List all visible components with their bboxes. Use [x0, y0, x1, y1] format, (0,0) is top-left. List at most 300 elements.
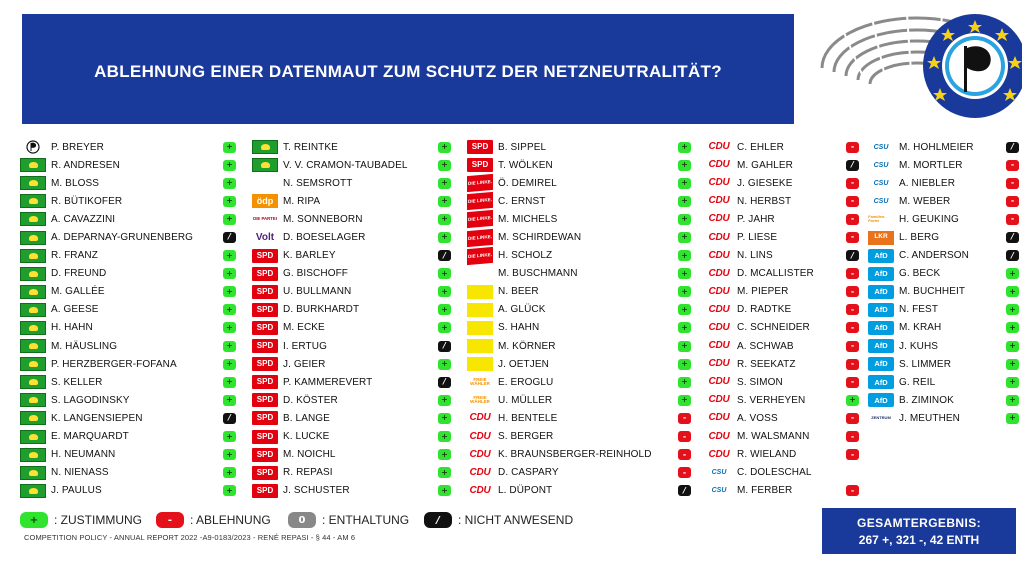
mep-row	[467, 174, 687, 192]
mep-name: J. PAULUS	[51, 485, 102, 497]
vote-table	[20, 138, 1024, 500]
mep-name: U. MÜLLER	[498, 394, 553, 406]
yes-vote-icon: +	[223, 214, 236, 225]
mep-name: D. KÖSTER	[283, 394, 338, 406]
party-logo-green-icon	[20, 339, 46, 353]
no-vote-icon: -	[846, 449, 859, 460]
mep-row	[868, 283, 1024, 301]
no-vote-icon: -	[846, 341, 859, 352]
yes-vote-icon: +	[438, 142, 451, 153]
mep-name: D. BOESELAGER	[283, 232, 366, 244]
mep-name: U. BULLMANN	[283, 286, 352, 298]
mep-row	[868, 156, 1024, 174]
party-logo-afd-icon: AfD	[868, 375, 894, 389]
mep-row	[20, 228, 240, 246]
absent-vote-icon: /	[438, 250, 451, 261]
mep-name: M. RIPA	[283, 195, 321, 207]
vote-column-1	[20, 138, 240, 500]
legend-item-yes	[20, 510, 142, 530]
party-logo-green-icon	[20, 357, 46, 371]
mep-name: N. HERBST	[737, 195, 792, 207]
party-logo-zentrum-icon: ZENTRUM	[868, 411, 894, 425]
mep-row	[252, 482, 472, 500]
yes-vote-icon: +	[1006, 413, 1019, 424]
mep-name: C. EHLER	[737, 141, 784, 153]
mep-row	[467, 192, 687, 210]
yes-vote-icon: +	[223, 196, 236, 207]
mep-name: M. PIEPER	[737, 286, 789, 298]
legend-item-abstain	[288, 510, 409, 530]
party-logo-spd-icon: SPD	[252, 448, 278, 462]
mep-row	[252, 391, 472, 409]
yes-vote-icon: +	[438, 395, 451, 406]
party-logo-linke-icon: DIE LINKE.	[467, 228, 493, 246]
no-vote-icon: -	[846, 413, 859, 424]
mep-name: M. BUCHHEIT	[899, 286, 966, 298]
party-logo-afd-icon: AfD	[868, 303, 894, 317]
party-logo-spd-icon: SPD	[252, 375, 278, 389]
mep-name: J. KUHS	[899, 340, 939, 352]
no-vote-icon: -	[846, 214, 859, 225]
party-logo-oedp-icon: ödp	[252, 194, 278, 208]
yes-vote-icon: +	[678, 395, 691, 406]
total-result-value: 267 +, 321 -, 42 ENTH	[858, 532, 980, 547]
mep-row	[467, 464, 687, 482]
party-logo-lkr-icon: LKR	[868, 231, 894, 245]
mep-row	[868, 138, 1024, 156]
mep-name: H. SCHOLZ	[498, 250, 553, 262]
mep-row	[252, 446, 472, 464]
party-logo-afd-icon: AfD	[868, 267, 894, 281]
mep-name: M. GAHLER	[737, 159, 793, 171]
party-logo-green-icon	[20, 231, 46, 245]
mep-name: D. FREUND	[51, 268, 107, 280]
mep-name: M. SCHIRDEWAN	[498, 232, 582, 244]
party-logo-linke-icon: DIE LINKE.	[467, 174, 493, 192]
mep-name: N. SEMSROTT	[283, 177, 353, 189]
no-vote-icon: -	[846, 485, 859, 496]
party-logo-cdu-icon: CDU	[708, 267, 730, 279]
yes-vote-icon: +	[678, 304, 691, 315]
mep-row	[467, 210, 687, 228]
party-logo-fw-icon: FREIE WÄHLER	[467, 375, 493, 389]
no-vote-icon: -	[678, 449, 691, 460]
party-logo-spd-icon: SPD	[252, 321, 278, 335]
mep-name: A. GLÜCK	[498, 304, 546, 316]
no-vote-icon: -	[156, 512, 184, 528]
yes-vote-icon: +	[678, 286, 691, 297]
legend-label-yes: : ZUSTIMMUNG	[54, 513, 142, 527]
party-logo-afd-icon: AfD	[868, 285, 894, 299]
party-logo-cdu-icon: CDU	[469, 430, 491, 442]
no-vote-icon: -	[678, 431, 691, 442]
mep-name: A. CAVAZZINI	[51, 213, 116, 225]
yes-vote-icon: +	[438, 431, 451, 442]
mep-row	[252, 210, 472, 228]
party-logo-afd-icon: AfD	[868, 393, 894, 407]
no-vote-icon: -	[846, 142, 859, 153]
mep-name: R. WIELAND	[737, 449, 797, 461]
yes-vote-icon: +	[438, 449, 451, 460]
no-vote-icon: -	[846, 377, 859, 388]
mep-name: M. GALLÉE	[51, 286, 105, 298]
yes-vote-icon: +	[223, 431, 236, 442]
absent-vote-icon: /	[223, 413, 236, 424]
absent-vote-icon: /	[846, 160, 859, 171]
legend-item-absent	[424, 510, 573, 530]
party-logo-spd-icon: SPD	[467, 158, 493, 172]
yes-vote-icon: +	[438, 467, 451, 478]
mep-name: J. OETJEN	[498, 358, 549, 370]
mep-name: S. SIMON	[737, 376, 783, 388]
party-logo-afd-icon: AfD	[868, 321, 894, 335]
mep-name: V. V. CRAMON-TAUBADEL	[283, 159, 408, 171]
no-vote-icon: -	[846, 268, 859, 279]
party-logo-csu-icon: CSU	[873, 161, 889, 169]
party-logo-cdu-icon: CDU	[708, 213, 730, 225]
legend-label-absent: : NICHT ANWESEND	[458, 513, 574, 527]
mep-row	[20, 428, 240, 446]
mep-name: M. SONNEBORN	[283, 213, 363, 225]
mep-name: S. LAGODINSKY	[51, 394, 130, 406]
party-logo-csu-icon: CSU	[711, 469, 727, 477]
mep-name: M. NOICHL	[283, 449, 336, 461]
legend-label-no: : ABLEHNUNG	[190, 513, 271, 527]
mep-name: M. KÖRNER	[498, 340, 556, 352]
yes-vote-icon: +	[678, 214, 691, 225]
mep-name: L. DÜPONT	[498, 485, 553, 497]
yes-vote-icon: +	[438, 322, 451, 333]
absent-vote-icon: /	[678, 485, 691, 496]
no-vote-icon: -	[846, 196, 859, 207]
mep-name: K. LANGENSIEPEN	[51, 412, 143, 424]
legend	[20, 510, 620, 530]
yes-vote-icon: +	[438, 268, 451, 279]
party-logo-green-icon	[20, 249, 46, 263]
party-logo-green-icon	[20, 267, 46, 281]
legend-label-abstain: : ENTHALTUNG	[322, 513, 410, 527]
party-logo-afd-icon: AfD	[868, 339, 894, 353]
mep-name: P. LIESE	[737, 232, 778, 244]
mep-row	[252, 409, 472, 427]
yes-vote-icon: +	[438, 178, 451, 189]
party-logo-volt-icon: Volt	[252, 231, 278, 245]
mep-name: M. MORTLER	[899, 159, 963, 171]
mep-row	[20, 192, 240, 210]
yes-vote-icon: +	[1006, 359, 1019, 370]
yes-vote-icon: +	[438, 304, 451, 315]
mep-name: T. REINTKE	[283, 141, 338, 153]
yes-vote-icon: +	[223, 268, 236, 279]
mep-row	[467, 373, 687, 391]
mep-name: D. CASPARY	[498, 467, 559, 479]
mep-row	[20, 247, 240, 265]
mep-name: C. ERNST	[498, 195, 546, 207]
yes-vote-icon: +	[438, 413, 451, 424]
mep-row	[467, 228, 687, 246]
mep-name: N. NIENASS	[51, 467, 109, 479]
mep-name: R. SEEKATZ	[737, 358, 796, 370]
yes-vote-icon: +	[223, 304, 236, 315]
mep-name: D. BURKHARDT	[283, 304, 360, 316]
mep-name: D. RADTKE	[737, 304, 792, 316]
mep-row	[20, 319, 240, 337]
mep-row	[706, 482, 926, 500]
mep-row	[868, 319, 1024, 337]
yes-vote-icon: +	[223, 467, 236, 478]
mep-name: P. HERZBERGER-FOFANA	[51, 358, 177, 370]
party-logo-green-icon	[252, 140, 278, 154]
party-logo-partei-icon: DIE PARTEI	[252, 212, 278, 226]
yes-vote-icon: +	[1006, 304, 1019, 315]
mep-row	[467, 138, 687, 156]
party-logo-green-icon	[20, 430, 46, 444]
no-vote-icon: -	[1006, 214, 1019, 225]
party-logo-cdu-icon: CDU	[708, 177, 730, 189]
mep-row	[868, 301, 1024, 319]
yes-vote-icon: +	[438, 232, 451, 243]
yes-vote-icon: +	[20, 512, 48, 528]
mep-row	[20, 265, 240, 283]
mep-row	[467, 446, 687, 464]
mep-name: S. KELLER	[51, 376, 103, 388]
mep-row	[20, 283, 240, 301]
vote-column-5	[868, 138, 1024, 428]
party-logo-spd-icon: SPD	[252, 285, 278, 299]
party-logo-green-icon	[20, 303, 46, 317]
mep-name: H. BENTELE	[498, 412, 558, 424]
mep-row	[252, 337, 472, 355]
party-logo-none-icon	[252, 176, 278, 190]
mep-row	[868, 355, 1024, 373]
yes-vote-icon: +	[1006, 341, 1019, 352]
party-logo-afd-icon: AfD	[868, 357, 894, 371]
mep-row	[467, 391, 687, 409]
yes-vote-icon: +	[223, 359, 236, 370]
mep-name: S. BERGER	[498, 431, 554, 443]
parliament-logo	[812, 8, 1022, 128]
mep-row	[467, 283, 687, 301]
mep-name: N. FEST	[899, 304, 939, 316]
mep-name: H. NEUMANN	[51, 449, 116, 461]
yes-vote-icon: +	[223, 395, 236, 406]
yes-vote-icon: +	[438, 196, 451, 207]
mep-row	[252, 373, 472, 391]
party-logo-cdu-icon: CDU	[708, 394, 730, 406]
mep-name: D. MCALLISTER	[737, 268, 814, 280]
mep-row	[467, 337, 687, 355]
party-logo-linke-icon: DIE LINKE.	[467, 192, 493, 210]
party-logo-spd-icon: SPD	[252, 393, 278, 407]
no-vote-icon: -	[846, 232, 859, 243]
party-logo-green-icon	[20, 212, 46, 226]
mep-name: M. MICHELS	[498, 213, 558, 225]
party-logo-green-icon	[20, 158, 46, 172]
mep-name: N. BEER	[498, 286, 539, 298]
mep-row	[467, 409, 687, 427]
yes-vote-icon: +	[678, 178, 691, 189]
mep-row	[252, 228, 472, 246]
mep-row	[20, 301, 240, 319]
mep-row	[467, 156, 687, 174]
party-logo-green-icon	[20, 411, 46, 425]
no-vote-icon: -	[678, 413, 691, 424]
mep-name: B. ZIMINOK	[899, 394, 954, 406]
party-logo-cdu-icon: CDU	[469, 448, 491, 460]
party-logo-cdu-icon: CDU	[708, 249, 730, 261]
mep-name: C. DOLESCHAL	[737, 467, 812, 479]
mep-name: G. REIL	[899, 376, 936, 388]
mep-name: H. GEUKING	[899, 213, 959, 225]
party-logo-green-icon	[20, 393, 46, 407]
party-logo-fw-icon: FREIE WÄHLER	[467, 393, 493, 407]
party-logo-spd-icon: SPD	[252, 249, 278, 263]
yes-vote-icon: +	[678, 268, 691, 279]
party-logo-spd-icon: SPD	[252, 357, 278, 371]
mep-row	[20, 482, 240, 500]
party-logo-cdu-icon: CDU	[708, 195, 730, 207]
party-logo-cdu-icon: CDU	[708, 448, 730, 460]
mep-row	[706, 428, 926, 446]
party-logo-green-icon	[20, 375, 46, 389]
party-logo-spd-icon: SPD	[252, 466, 278, 480]
party-logo-cdu-icon: CDU	[708, 412, 730, 424]
yes-vote-icon: +	[223, 160, 236, 171]
yes-vote-icon: +	[223, 377, 236, 388]
party-logo-fdp-icon	[467, 285, 493, 299]
mep-name: A. NIEBLER	[899, 177, 956, 189]
no-vote-icon: -	[846, 178, 859, 189]
mep-row	[467, 247, 687, 265]
yes-vote-icon: +	[223, 341, 236, 352]
mep-name: M. HOHLMEIER	[899, 141, 974, 153]
mep-name: J. GIESEKE	[737, 177, 793, 189]
party-logo-csu-icon: CSU	[873, 143, 889, 151]
hemicycle-icon	[812, 8, 1022, 128]
absent-vote-icon: /	[223, 232, 236, 243]
yes-vote-icon: +	[1006, 322, 1019, 333]
party-logo-green-icon	[20, 484, 46, 498]
yes-vote-icon: +	[223, 286, 236, 297]
mep-name: G. BISCHOFF	[283, 268, 348, 280]
mep-row	[868, 391, 1024, 409]
party-logo-cdu-icon: CDU	[708, 376, 730, 388]
yes-vote-icon: +	[678, 377, 691, 388]
mep-name: M. BUSCHMANN	[498, 268, 578, 280]
abstain-vote-icon: 0	[288, 512, 316, 528]
mep-name: A. DEPARNAY-GRUNENBERG	[51, 232, 194, 244]
mep-name: M. WEBER	[899, 195, 951, 207]
mep-row	[868, 174, 1024, 192]
mep-name: P. BREYER	[51, 141, 104, 153]
party-logo-spd-icon: SPD	[252, 430, 278, 444]
mep-name: N. LINS	[737, 250, 773, 262]
party-logo-csu-icon: CSU	[873, 197, 889, 205]
mep-row	[20, 174, 240, 192]
no-vote-icon: -	[846, 431, 859, 442]
yes-vote-icon: +	[678, 322, 691, 333]
no-vote-icon: -	[1006, 160, 1019, 171]
mep-row	[706, 464, 926, 482]
absent-vote-icon: /	[846, 250, 859, 261]
mep-row	[252, 174, 472, 192]
mep-row	[252, 283, 472, 301]
mep-row	[467, 301, 687, 319]
mep-name: L. BERG	[899, 232, 940, 244]
yes-vote-icon: +	[678, 232, 691, 243]
mep-name: G. BECK	[899, 268, 941, 280]
party-logo-fdp-icon	[467, 321, 493, 335]
mep-name: C. SCHNEIDER	[737, 322, 810, 334]
no-vote-icon: -	[846, 286, 859, 297]
mep-name: S. HAHN	[498, 322, 540, 334]
mep-row	[467, 355, 687, 373]
party-logo-spd-icon: SPD	[252, 411, 278, 425]
yes-vote-icon: +	[223, 142, 236, 153]
party-logo-linke-icon: DIE LINKE.	[467, 246, 493, 264]
mep-name: K. BARLEY	[283, 250, 336, 262]
mep-name: R. FRANZ	[51, 250, 98, 262]
mep-row	[868, 247, 1024, 265]
party-logo-cdu-icon: CDU	[469, 466, 491, 478]
party-logo-cdu-icon: CDU	[708, 430, 730, 442]
absent-vote-icon: /	[438, 341, 451, 352]
mep-name: C. ANDERSON	[899, 250, 970, 262]
mep-row	[20, 409, 240, 427]
mep-name: K. BRAUNSBERGER-REINHOLD	[498, 449, 652, 461]
yes-vote-icon: +	[438, 160, 451, 171]
mep-name: K. LUCKE	[283, 431, 330, 443]
party-logo-csu-icon: CSU	[711, 487, 727, 495]
mep-row	[868, 409, 1024, 427]
mep-row	[252, 355, 472, 373]
mep-name: M. KRAH	[899, 322, 942, 334]
party-logo-spd-icon: SPD	[467, 140, 493, 154]
mep-row	[252, 428, 472, 446]
mep-row	[868, 373, 1024, 391]
mep-row	[20, 210, 240, 228]
mep-row	[252, 301, 472, 319]
party-logo-cdu-icon: CDU	[708, 285, 730, 297]
yes-vote-icon: +	[1006, 268, 1019, 279]
party-logo-green-icon	[20, 176, 46, 190]
mep-name: M. WALSMANN	[737, 431, 810, 443]
party-logo-afd-icon: AfD	[868, 249, 894, 263]
yes-vote-icon: +	[678, 250, 691, 261]
vote-column-2	[252, 138, 472, 500]
mep-row	[467, 319, 687, 337]
mep-name: M. HÄUSLING	[51, 340, 118, 352]
mep-row	[868, 265, 1024, 283]
party-logo-cdu-icon: CDU	[708, 141, 730, 153]
absent-vote-icon: /	[1006, 142, 1019, 153]
yes-vote-icon: +	[223, 322, 236, 333]
mep-name: R. ANDRESEN	[51, 159, 120, 171]
mep-name: S. LIMMER	[899, 358, 952, 370]
yes-vote-icon: +	[846, 395, 859, 406]
mep-row	[20, 138, 240, 156]
yes-vote-icon: +	[438, 485, 451, 496]
absent-vote-icon: /	[424, 512, 452, 528]
mep-row	[706, 446, 926, 464]
mep-name: T. WÖLKEN	[498, 159, 553, 171]
yes-vote-icon: +	[678, 359, 691, 370]
party-logo-cdu-icon: CDU	[708, 231, 730, 243]
mep-row	[252, 265, 472, 283]
party-logo-linke-icon: DIE LINKE.	[467, 210, 493, 228]
mep-name: A. GEESE	[51, 304, 99, 316]
mep-name: J. GEIER	[283, 358, 326, 370]
